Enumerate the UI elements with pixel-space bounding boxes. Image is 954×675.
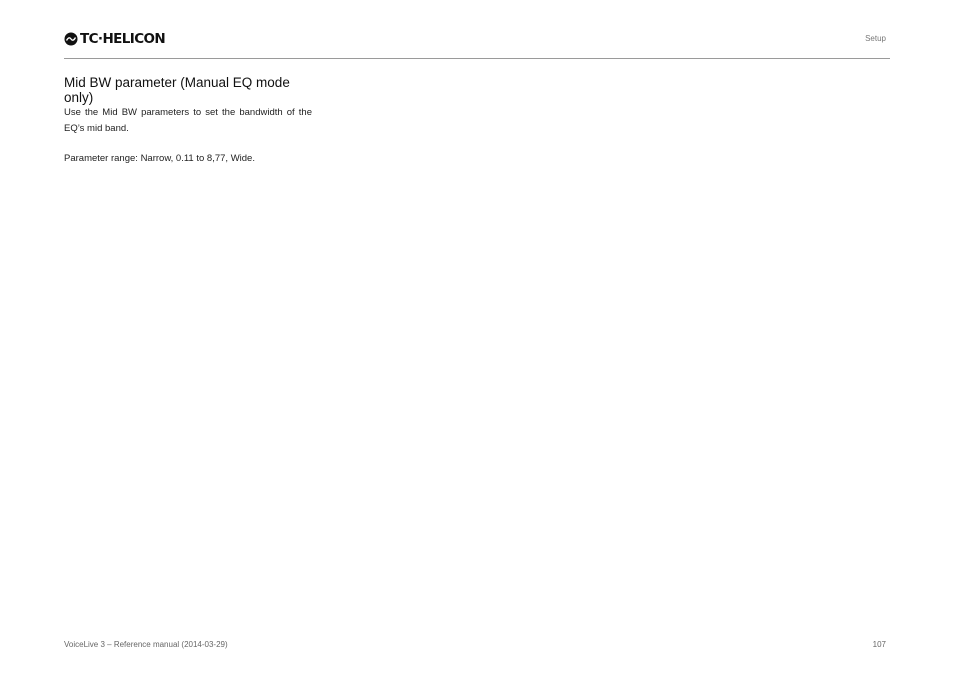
parameter-range-paragraph: Parameter range: Narrow, 0.11 to 8,77, Wide. — [64, 153, 255, 164]
page-header — [64, 28, 890, 59]
tc-helicon-emblem-icon — [64, 32, 78, 46]
logo-wordmark: TC·HELICON — [80, 31, 166, 47]
section-label: Setup — [865, 34, 886, 43]
description-paragraph: Use the Mid BW parameters to set the bandwidth of the EQ’s mid band. — [64, 107, 312, 134]
footer-document-title: VoiceLive 3 – Reference manual (2014-03-29) — [64, 640, 228, 649]
section-heading: Mid BW parameter (Manual EQ mode only) — [64, 75, 290, 105]
footer-page-number: 107 — [872, 640, 886, 649]
tc-helicon-logo — [64, 31, 165, 47]
main-content — [64, 75, 312, 167]
